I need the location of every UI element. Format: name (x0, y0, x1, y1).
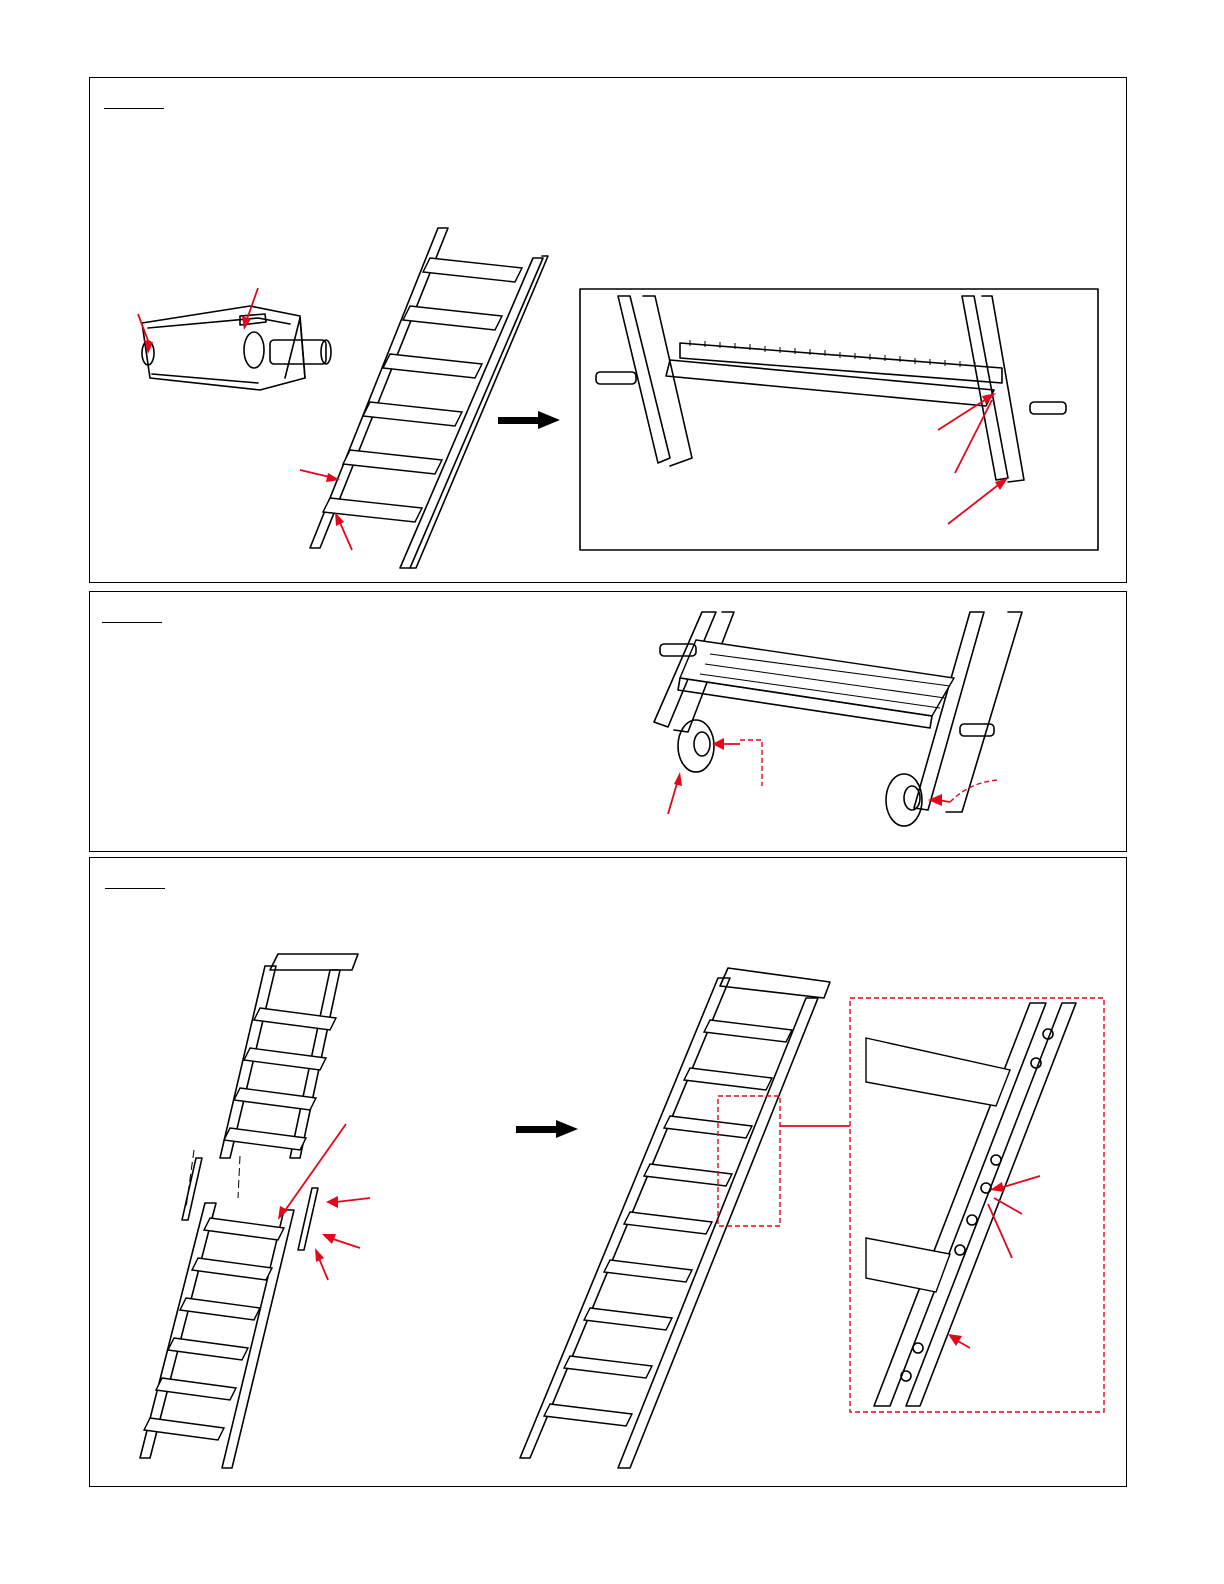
panel-2-drawing (90, 592, 1128, 853)
step-panel-3 (89, 857, 1127, 1487)
ladder-drawing (300, 228, 548, 568)
step-panel-1 (89, 77, 1127, 583)
stair-sections-drawing (140, 954, 850, 1468)
splice-detail-drawing (850, 998, 1104, 1412)
panel-1-drawing (90, 78, 1128, 584)
step-panel-2 (89, 591, 1127, 852)
ladder-detail-drawing (580, 289, 1098, 550)
bracket-part-drawing (138, 288, 331, 390)
panel-3-drawing (90, 858, 1128, 1488)
right-arrow-icon (516, 1126, 558, 1133)
right-arrow-icon (498, 411, 560, 429)
wheel-assembly-drawing (654, 612, 1022, 826)
